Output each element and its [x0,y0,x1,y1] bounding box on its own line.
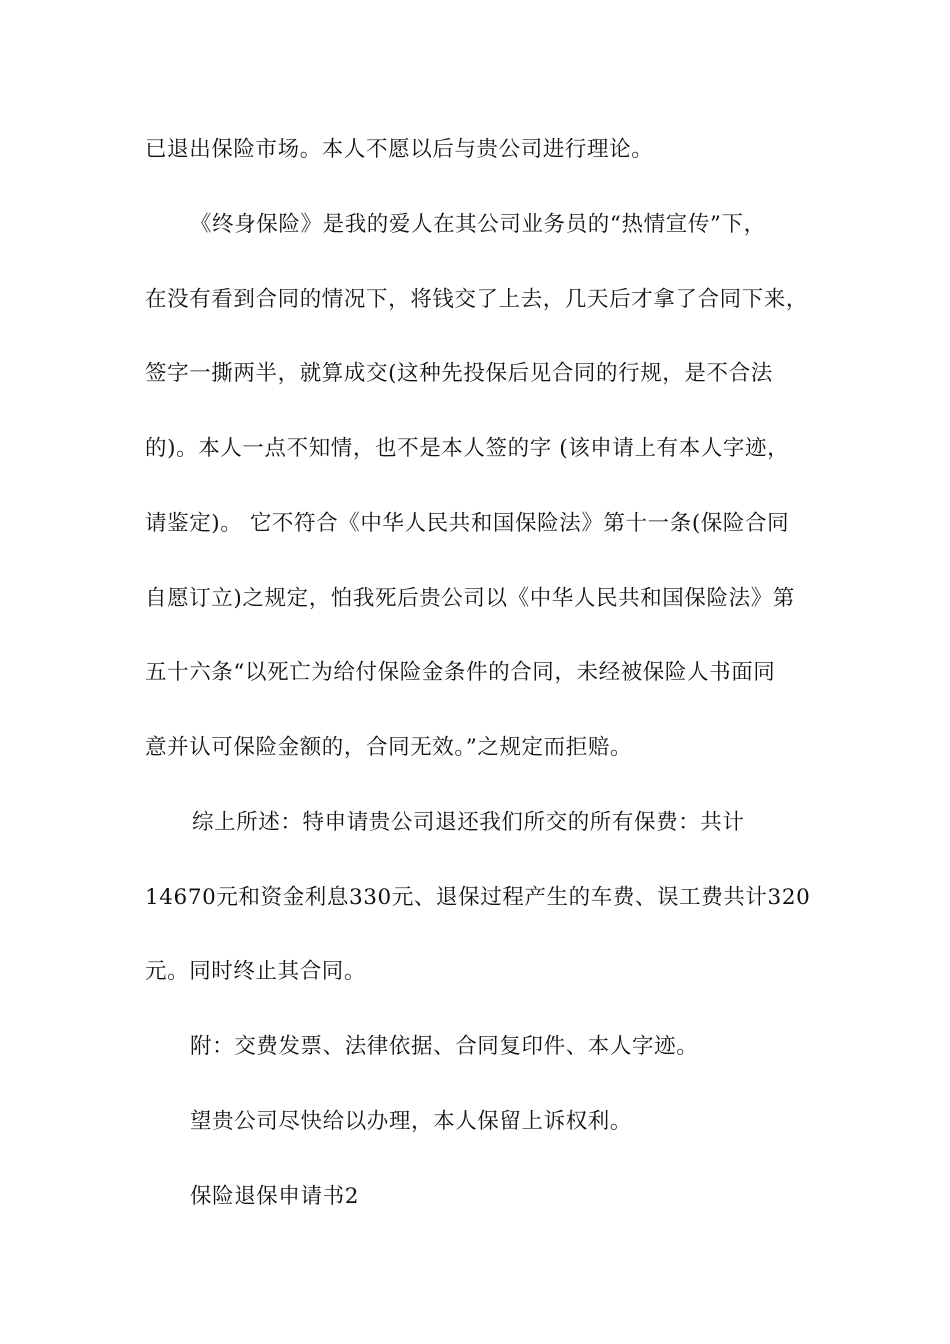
summary-line-3: 元。同时终止其合同。 [145,959,367,984]
summary-line-1: 综上所述：特申请贵公司退还我们所交的所有保费：共计 [192,810,745,835]
paragraph-line-8: 五十六条“以死亡为给付保险金条件的合同，未经被保险人书面同 [145,660,776,685]
attachments-line: 附：交费发票、法律依据、合同复印件、本人字迹。 [190,1034,699,1059]
section-heading: 保险退保申请书2 [190,1184,359,1209]
paragraph-line-9: 意并认可保险金额的，合同无效。”之规定而拒赔。 [145,735,633,760]
paragraph-line-6: 请鉴定)。 它不符合《中华人民共和国保险法》第十一条(保险合同 [145,511,790,536]
paragraph-line-3: 在没有看到合同的情况下，将钱交了上去，几天后才拿了合同下来， [145,287,809,312]
request-line: 望贵公司尽快给以办理，本人保留上诉权利。 [190,1109,633,1134]
paragraph-line-7: 自愿订立)之规定，怕我死后贵公司以《中华人民共和国保险法》第 [145,586,795,611]
paragraph-line-4: 签字一撕两半，就算成交(这种先投保后见合同的行规，是不合法 [145,361,773,386]
paragraph-line-5: 的)。本人一点不知情，也不是本人签的字 (该申请上有本人字迹， [145,436,790,461]
paragraph-line-2: 《终身保险》是我的爱人在其公司业务员的“热情宣传”下， [190,212,766,237]
paragraph-line-1: 已退出保险市场。本人不愿以后与贵公司进行理论。 [145,137,654,162]
summary-line-2: 14670元和资金利息330元、退保过程产生的车费、误工费共计320 [145,885,811,910]
